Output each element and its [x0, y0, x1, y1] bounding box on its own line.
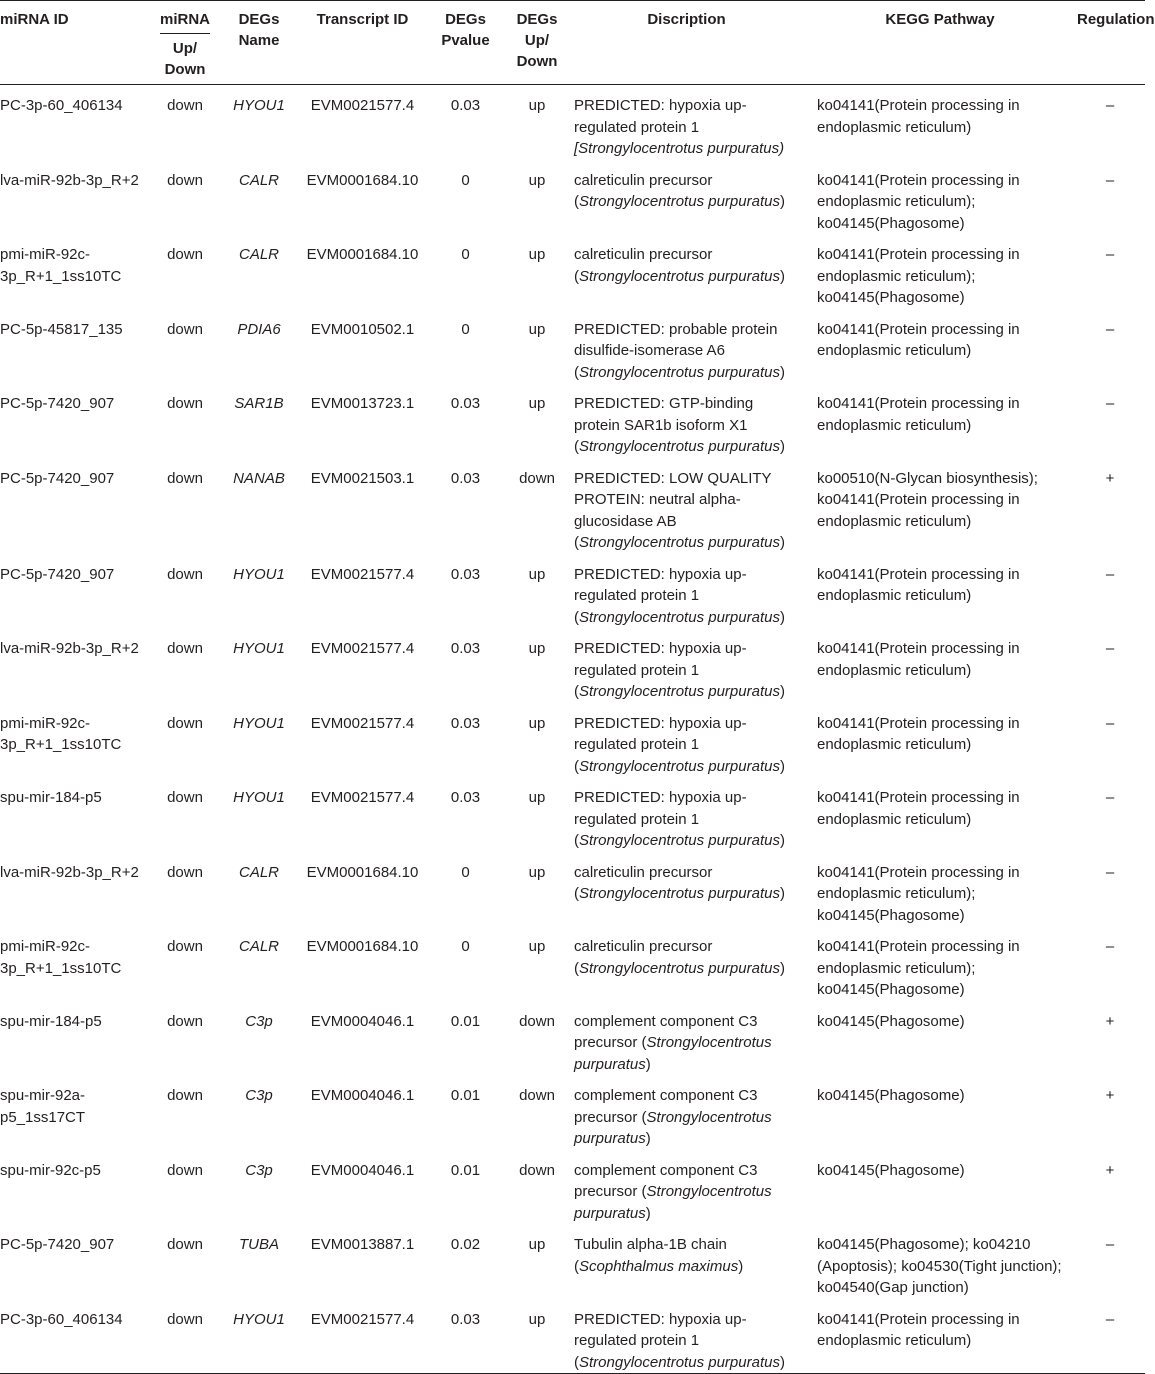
description-species: Strongylocentrotus purpuratus	[574, 1108, 772, 1147]
cell-kegg-pathway: ko04145(Phagosome); ko04210 (Apoptosis); ko04530(Tight junction); ko04540(Gap junction)	[817, 1236, 1062, 1296]
description-tail: )	[779, 832, 785, 849]
cell-regulation: –	[1105, 97, 1115, 114]
cell-regulation: –	[1105, 863, 1115, 881]
cell-mirna-direction: down	[167, 171, 203, 189]
cell-deg-direction: up	[506, 1299, 568, 1374]
cell-kegg-pathway: ko04141(Protein processing in endoplasmic reticulum)	[805, 1299, 1075, 1374]
description-tail: )	[779, 683, 785, 700]
table-row	[0, 1299, 1145, 1374]
description-tail: )	[779, 959, 785, 977]
description-species: Strongylocentrotus purpuratus	[579, 832, 780, 849]
cell-mirna-direction: down	[167, 1236, 203, 1253]
cell-regulation: +	[1105, 1012, 1115, 1030]
description-tail: )	[738, 1257, 744, 1275]
cell-description	[568, 852, 805, 927]
description-tail: )	[779, 885, 785, 902]
table-row	[0, 383, 1145, 458]
cell-gene-name: TUBA	[238, 1236, 279, 1253]
cell-mirna-id: pmi-miR-92c-3p_R+1_1ss10TC	[0, 714, 122, 753]
cell-mirna-id: spu-mir-184-p5	[0, 1012, 102, 1030]
cell-transcript-id: EVM0013887.1	[310, 1236, 415, 1253]
description-species: Strongylocentrotus purpuratus	[579, 193, 780, 210]
table-row	[0, 234, 1145, 309]
description-text: PREDICTED: LOW QUALITY PROTEIN: neutral alpha-glucosidase AB (	[574, 469, 772, 551]
header-degs-name: DEGs Name	[218, 1, 300, 85]
table-row	[0, 628, 1145, 703]
cell-regulation: –	[1075, 1299, 1145, 1374]
description-species: Strongylocentrotus purpuratus	[579, 885, 780, 902]
cell-pvalue: 0.03	[450, 789, 481, 806]
cell-kegg-pathway: ko04141(Protein processing in endoplasmic reticulum); ko04145(Phagosome)	[817, 938, 1020, 998]
description-species: Strongylocentrotus purpuratus	[574, 1034, 772, 1073]
cell-kegg-pathway: ko04145(Phagosome)	[817, 1161, 965, 1179]
table-row	[0, 554, 1145, 629]
cell-deg-direction: up	[528, 565, 546, 583]
header-mirna-updown	[152, 1, 218, 85]
description-text: complement component C3 precursor (	[574, 1087, 758, 1126]
cell-pvalue: 0.01	[450, 1012, 481, 1030]
cell-mirna-direction: down	[152, 1299, 218, 1374]
cell-mirna-direction: down	[167, 1161, 203, 1179]
header-degs-pvalue: DEGs Pvalue	[425, 1, 506, 85]
cell-transcript-id: EVM0021577.4	[310, 789, 415, 806]
description-tail: )	[779, 363, 785, 381]
cell-mirna-id: PC-3p-60_406134	[0, 1299, 152, 1374]
cell-transcript-id: EVM0021503.1	[310, 469, 415, 487]
cell-kegg-pathway: ko04141(Protein processing in endoplasmic reticulum); ko04145(Phagosome)	[817, 171, 1020, 232]
description-tail: )	[645, 1130, 651, 1147]
description-text: complement component C3 precursor (	[574, 1161, 758, 1200]
description-tail: )	[779, 757, 785, 775]
header-mirna-id: miRNA ID	[0, 1, 152, 85]
header-description: Discription	[568, 1, 805, 85]
table-row	[0, 309, 1145, 384]
cell-deg-direction: down	[519, 1012, 555, 1030]
cell-deg-direction: up	[528, 938, 546, 955]
description-text: calreticulin precursor (	[574, 863, 713, 902]
cell-deg-direction: up	[528, 789, 546, 806]
table-header-row	[0, 1, 1145, 85]
table-row	[0, 777, 1145, 852]
cell-deg-direction: up	[528, 1236, 546, 1253]
table-body	[0, 85, 1145, 1374]
cell-mirna-id: lva-miR-92b-3p_R+2	[0, 863, 139, 881]
description-text: PREDICTED: hypoxia up-regulated protein 1 (	[574, 640, 747, 700]
cell-transcript-id: EVM0001684.10	[306, 171, 419, 189]
cell-regulation: +	[1105, 1087, 1115, 1104]
cell-pvalue: 0	[461, 938, 470, 955]
cell-mirna-direction: down	[167, 320, 203, 338]
cell-kegg-pathway: ko04145(Phagosome)	[817, 1012, 965, 1030]
cell-pvalue: 0.03	[450, 565, 481, 583]
cell-kegg-pathway: ko04141(Protein processing in endoplasmic reticulum)	[817, 320, 1020, 359]
description-tail: )	[779, 267, 785, 285]
table-row	[0, 1075, 1145, 1150]
description-text: Tubulin alpha-1B chain (	[574, 1236, 727, 1275]
cell-gene-name: HYOU1	[233, 97, 285, 114]
cell-description	[568, 1150, 805, 1225]
description-species: Strongylocentrotus purpuratus	[579, 959, 780, 977]
cell-deg-direction: up	[528, 320, 546, 338]
cell-mirna-id: spu-mir-184-p5	[0, 789, 102, 806]
cell-pvalue: 0.03	[450, 395, 481, 412]
cell-mirna-direction: down	[167, 1012, 203, 1030]
cell-mirna-direction: down	[167, 395, 203, 412]
cell-kegg-pathway: ko04141(Protein processing in endoplasmic reticulum)	[817, 714, 1020, 753]
cell-kegg-pathway: ko04141(Protein processing in endoplasmic reticulum)	[817, 565, 1020, 604]
cell-mirna-id: pmi-miR-92c-3p_R+1_1ss10TC	[0, 938, 122, 977]
description-tail: )	[779, 1353, 785, 1371]
cell-kegg-pathway: ko04141(Protein processing in endoplasmic reticulum)	[817, 789, 1020, 828]
cell-mirna-id: pmi-miR-92c-3p_R+1_1ss10TC	[0, 246, 122, 285]
cell-deg-direction: up	[528, 863, 546, 881]
cell-mirna-id: PC-5p-7420_907	[0, 1236, 115, 1253]
cell-regulation: –	[1105, 938, 1115, 955]
table-row	[0, 926, 1145, 1001]
description-text: PREDICTED: hypoxia up-regulated protein 1 (	[574, 714, 747, 775]
header-regulation: Regulation	[1075, 1, 1145, 85]
description-species: Strongylocentrotus purpuratus	[579, 267, 780, 285]
cell-mirna-direction: down	[167, 246, 203, 263]
cell-gene-name: PDIA6	[237, 320, 281, 338]
cell-transcript-id: EVM0013723.1	[310, 395, 415, 412]
cell-mirna-direction: down	[167, 789, 203, 806]
cell-pvalue: 0.03	[450, 97, 481, 114]
description-species: Strongylocentrotus purpuratus	[574, 1183, 772, 1222]
cell-pvalue: 0	[461, 171, 470, 189]
cell-mirna-direction: down	[167, 469, 203, 487]
cell-kegg-pathway: ko04141(Protein processing in endoplasmic reticulum); ko04145(Phagosome)	[817, 246, 1020, 306]
cell-pvalue: 0.03	[450, 640, 481, 657]
cell-transcript-id: EVM0004046.1	[310, 1087, 415, 1104]
description-species: Strongylocentrotus purpuratus	[579, 608, 780, 626]
cell-pvalue: 0.03	[450, 714, 481, 732]
description-tail: )	[645, 1055, 651, 1073]
cell-regulation: –	[1105, 320, 1115, 338]
cell-gene-name: C3p	[245, 1087, 273, 1104]
description-text: complement component C3 precursor (	[574, 1012, 758, 1051]
description-species: [Strongylocentrotus purpuratus)	[574, 140, 785, 157]
description-text: calreticulin precursor (	[574, 938, 713, 977]
cell-mirna-id: PC-5p-7420_907	[0, 395, 115, 412]
cell-regulation: +	[1105, 1161, 1115, 1179]
cell-gene-name: SAR1B	[234, 395, 284, 412]
description-text: PREDICTED: hypoxia up-regulated protein 1 (	[574, 789, 747, 849]
cell-mirna-id: lva-miR-92b-3p_R+2	[0, 640, 139, 657]
cell-regulation: –	[1105, 171, 1115, 189]
cell-deg-direction: up	[528, 97, 546, 114]
cell-description	[568, 1299, 805, 1374]
cell-gene-name: HYOU1	[233, 640, 285, 657]
cell-gene-name: CALR	[238, 171, 279, 189]
cell-gene-name: C3p	[245, 1012, 273, 1030]
cell-description	[568, 309, 805, 384]
cell-gene-name: CALR	[238, 863, 279, 881]
cell-deg-direction: up	[528, 714, 546, 732]
table-row	[0, 1001, 1145, 1076]
cell-kegg-pathway: ko00510(N-Glycan biosynthesis); ko04141(Protein processing in endoplasmic reticulum)	[817, 469, 1038, 530]
cell-deg-direction: down	[519, 1161, 555, 1179]
cell-regulation: –	[1105, 789, 1115, 806]
cell-mirna-id: PC-5p-7420_907	[0, 469, 115, 487]
cell-deg-direction: up	[528, 246, 546, 263]
cell-regulation: –	[1105, 565, 1115, 583]
cell-description	[568, 554, 805, 629]
cell-deg-direction: up	[528, 640, 546, 657]
description-species: Strongylocentrotus purpuratus	[579, 534, 780, 551]
cell-transcript-id: EVM0001684.10	[306, 246, 419, 263]
cell-mirna-id: spu-mir-92a-p5_1ss17CT	[0, 1087, 86, 1126]
cell-description	[568, 85, 805, 160]
cell-description	[568, 628, 805, 703]
cell-pvalue: 0.02	[450, 1236, 481, 1253]
cell-regulation: –	[1105, 395, 1115, 412]
description-text: PREDICTED: hypoxia up-regulated protein 1 (	[574, 1310, 747, 1371]
cell-regulation: –	[1105, 246, 1115, 263]
cell-transcript-id: EVM0001684.10	[306, 938, 419, 955]
description-tail: )	[645, 1204, 651, 1222]
cell-gene-name: HYOU1	[218, 1299, 300, 1374]
cell-deg-direction: up	[528, 395, 546, 412]
cell-pvalue: 0	[461, 320, 470, 338]
cell-description	[568, 234, 805, 309]
cell-regulation: +	[1105, 469, 1115, 487]
cell-regulation: –	[1105, 714, 1115, 732]
header-transcript-id: Transcript ID	[300, 1, 425, 85]
cell-gene-name: NANAB	[233, 469, 285, 487]
cell-mirna-direction: down	[167, 97, 203, 114]
cell-deg-direction: up	[528, 171, 546, 189]
cell-kegg-pathway: ko04141(Protein processing in endoplasmic reticulum)	[817, 395, 1020, 434]
cell-transcript-id: EVM0004046.1	[310, 1161, 415, 1179]
cell-description	[568, 777, 805, 852]
cell-pvalue: 0.03	[450, 469, 481, 487]
table-row	[0, 703, 1145, 778]
cell-gene-name: CALR	[238, 938, 279, 955]
cell-transcript-id: EVM0001684.10	[306, 863, 419, 881]
description-text: PREDICTED: hypoxia up-regulated protein 1 (	[574, 565, 747, 626]
description-text: calreticulin precursor (	[574, 171, 713, 210]
cell-mirna-direction: down	[167, 565, 203, 583]
cell-gene-name: HYOU1	[233, 565, 285, 583]
description-species: Scophthalmus maximus	[579, 1257, 739, 1275]
cell-transcript-id: EVM0010502.1	[310, 320, 415, 338]
description-text: PREDICTED: hypoxia up-regulated protein 1	[574, 97, 747, 136]
description-species: Strongylocentrotus purpuratus	[579, 1353, 780, 1371]
cell-gene-name: CALR	[238, 246, 279, 263]
cell-kegg-pathway: ko04141(Protein processing in endoplasmic reticulum)	[817, 97, 1020, 136]
cell-pvalue: 0.03	[425, 1299, 506, 1374]
cell-kegg-pathway: ko04141(Protein processing in endoplasmic reticulum); ko04145(Phagosome)	[817, 863, 1020, 924]
cell-pvalue: 0	[461, 863, 470, 881]
header-mirna: miRNA	[160, 9, 210, 34]
description-species: Strongylocentrotus purpuratus	[579, 757, 780, 775]
header-mirna-direction: Up/ Down	[164, 40, 206, 78]
cell-pvalue: 0.01	[450, 1161, 481, 1179]
header-kegg-pathway: KEGG Pathway	[805, 1, 1075, 85]
cell-transcript-id: EVM0021577.4	[310, 714, 415, 732]
cell-mirna-id: PC-5p-45817_135	[0, 320, 123, 338]
cell-pvalue: 0.01	[450, 1087, 481, 1104]
cell-description	[568, 703, 805, 778]
cell-mirna-id: PC-3p-60_406134	[0, 97, 123, 114]
cell-mirna-id: lva-miR-92b-3p_R+2	[0, 171, 139, 189]
description-text: PREDICTED: GTP-binding protein SAR1b isoform X1 (	[574, 395, 754, 455]
table-row	[0, 1224, 1145, 1299]
cell-description	[568, 1224, 805, 1299]
cell-description	[568, 458, 805, 554]
cell-description	[568, 1075, 805, 1150]
cell-mirna-id: PC-5p-7420_907	[0, 565, 115, 583]
cell-mirna-direction: down	[167, 863, 203, 881]
cell-transcript-id: EVM0021577.4	[300, 1299, 425, 1374]
table-row	[0, 1150, 1145, 1225]
description-species: Strongylocentrotus purpuratus	[579, 363, 780, 381]
header-degs-updown: DEGs Up/ Down	[506, 1, 568, 85]
cell-transcript-id: EVM0004046.1	[310, 1012, 415, 1030]
description-species: Strongylocentrotus purpuratus	[579, 683, 780, 700]
cell-mirna-direction: down	[167, 938, 203, 955]
cell-kegg-pathway: ko04145(Phagosome)	[817, 1087, 965, 1104]
description-species: Strongylocentrotus purpuratus	[579, 438, 780, 455]
cell-mirna-direction: down	[167, 714, 203, 732]
description-text: PREDICTED: probable protein disulfide-isomerase A6 (	[574, 320, 778, 381]
description-text: calreticulin precursor (	[574, 246, 713, 285]
cell-description	[568, 926, 805, 1001]
cell-gene-name: HYOU1	[233, 714, 285, 732]
cell-mirna-id: spu-mir-92c-p5	[0, 1161, 101, 1179]
cell-transcript-id: EVM0021577.4	[310, 565, 415, 583]
description-tail: )	[779, 438, 785, 455]
table-row	[0, 852, 1145, 927]
cell-pvalue: 0	[461, 246, 470, 263]
cell-mirna-direction: down	[167, 1087, 203, 1104]
table-row	[0, 85, 1145, 160]
cell-deg-direction: down	[519, 469, 555, 487]
table-row	[0, 458, 1145, 554]
cell-deg-direction: down	[519, 1087, 555, 1104]
cell-description	[568, 383, 805, 458]
cell-description	[568, 1001, 805, 1076]
cell-regulation: –	[1105, 640, 1115, 657]
cell-transcript-id: EVM0021577.4	[310, 640, 415, 657]
description-tail: )	[779, 193, 785, 210]
cell-kegg-pathway: ko04141(Protein processing in endoplasmic reticulum)	[817, 640, 1020, 679]
cell-regulation: –	[1105, 1236, 1115, 1253]
cell-gene-name: HYOU1	[233, 789, 285, 806]
description-tail: )	[779, 608, 785, 626]
cell-mirna-direction: down	[167, 640, 203, 657]
cell-transcript-id: EVM0021577.4	[310, 97, 415, 114]
table-row	[0, 160, 1145, 235]
description-tail: )	[779, 534, 785, 551]
cell-description	[568, 160, 805, 235]
cell-gene-name: C3p	[245, 1161, 273, 1179]
